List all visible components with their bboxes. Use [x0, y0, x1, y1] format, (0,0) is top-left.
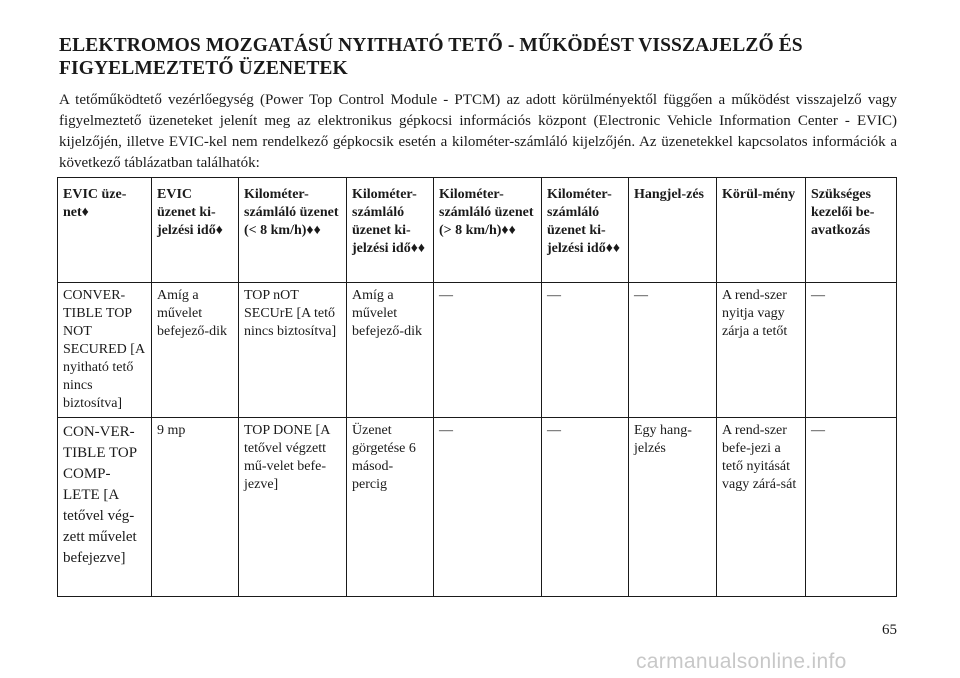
table-cell: TOP nOT SECUrE [A tető nincs biztosítva] — [239, 283, 347, 418]
table-header-row — [58, 178, 897, 283]
header-chime: Hangjel-zés — [629, 178, 717, 283]
table-cell: 9 mp — [152, 418, 239, 597]
header-evic-display-time: EVIC üzenet ki-jelzési idő♦ — [152, 178, 239, 283]
table-cell: Amíg a művelet befejező-dik — [347, 283, 434, 418]
watermark: carmanualsonline.info — [636, 650, 847, 673]
table-cell: — — [806, 283, 897, 418]
header-odometer-message-high-speed: Kilométer-számláló üzenet (> 8 km/h)♦♦ — [434, 178, 542, 283]
page-title: ELEKTROMOS MOZGATÁSÚ NYITHATÓ TETŐ - MŰKÖDÉST VISSZAJELZŐ ÉS FIGYELMEZTETŐ ÜZENETEK — [59, 35, 803, 79]
table-cell: Egy hang-jelzés — [629, 418, 717, 597]
intro-paragraph: A tetőműködtető vezérlőegység (Power Top Control Module - PTCM) az adott körülményektől függően a működést visszajelző vagy figyelmeztető üzeneteket jelenít meg az elektronikus gépkocsi információs központ (Electronic Vehicle Information Center - EVIC) kijelzőjén, illetve EVIC-kel nem rendelkező gépkocsik esetén a kilométer-számláló kijelzőjén. Az üzenetekkel kapcsolatos információk a következő táblázatban találhatók: — [59, 92, 897, 171]
header-odometer-message-low-speed: Kilométer-számláló üzenet (< 8 km/h)♦♦ — [239, 178, 347, 283]
table-cell: TOP DONE [A tetővel végzett mű-velet befe-jezve] — [239, 418, 347, 597]
table-cell: Üzenet görgetése 6 másod-percig — [347, 418, 434, 597]
header-required-action: Szükséges kezelői be-avatkozás — [806, 178, 897, 283]
table-cell: — — [542, 418, 629, 597]
table-cell: — — [629, 283, 717, 418]
header-odometer-display-time-high-speed: Kilométer-számláló üzenet ki-jelzési idő♦♦ — [542, 178, 629, 283]
messages-table — [57, 177, 897, 597]
table-row — [58, 283, 897, 418]
table-cell: A rend-szer befe-jezi a tető nyitását vagy zárá-sát — [717, 418, 806, 597]
header-condition: Körül-mény — [717, 178, 806, 283]
table-cell: CON-VER-TIBLE TOP COMP-LETE [A tetővel vég-zett művelet befejezve] — [58, 418, 152, 597]
table-cell: A rend-szer nyitja vagy zárja a tetőt — [717, 283, 806, 418]
table-cell: — — [434, 283, 542, 418]
table-cell: — — [434, 418, 542, 597]
page-number: 65 — [882, 622, 897, 638]
table-row — [58, 418, 897, 597]
table-cell: CONVER-TIBLE TOP NOT SECURED [A nyitható tető nincs biztosítva] — [58, 283, 152, 418]
table-cell: Amíg a művelet befejező-dik — [152, 283, 239, 418]
header-evic-message: EVIC üze-net♦ — [58, 178, 152, 283]
table-cell: — — [806, 418, 897, 597]
header-odometer-display-time-low-speed: Kilométer-számláló üzenet ki-jelzési idő♦♦ — [347, 178, 434, 283]
table-cell: — — [542, 283, 629, 418]
